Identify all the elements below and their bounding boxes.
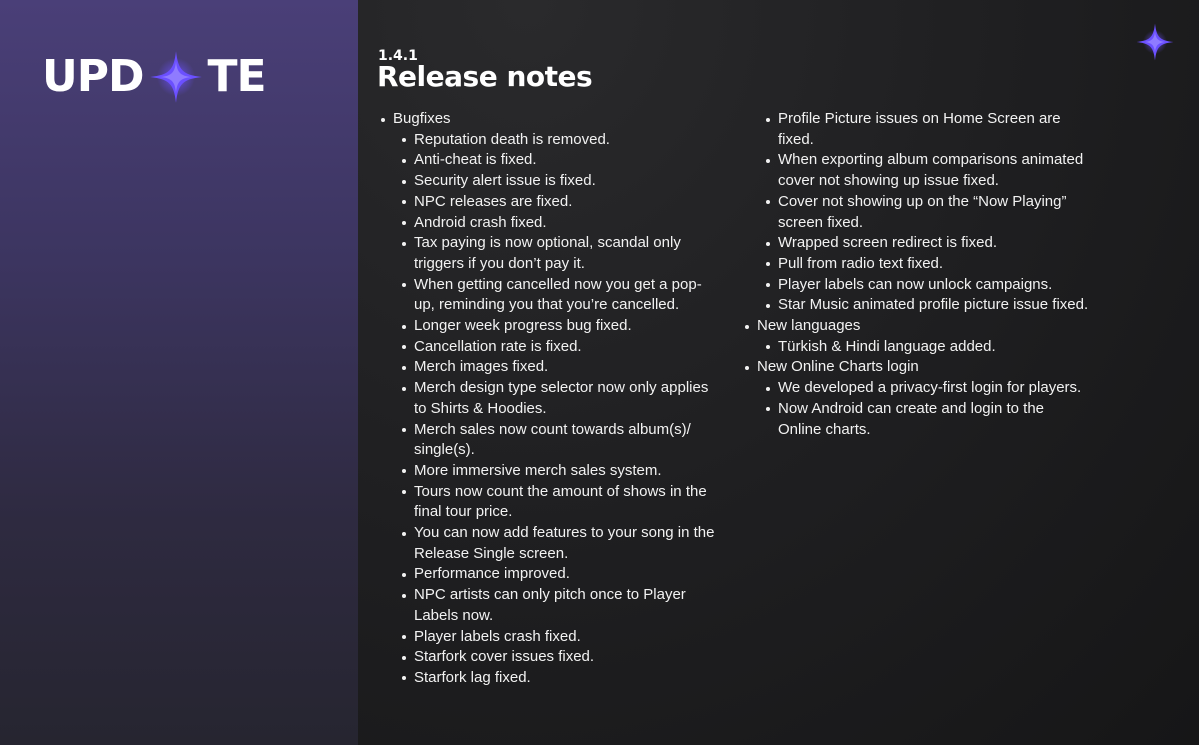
list-item: Tax paying is now optional, scandal only triggers if you don’t pay it.	[380, 233, 715, 274]
section-heading: New languages	[744, 316, 1089, 337]
list-item: Anti-cheat is fixed.	[380, 150, 715, 171]
online-charts-list	[744, 378, 1089, 440]
section-online-charts-login	[744, 357, 1089, 440]
list-item: We developed a privacy-first login for players.	[744, 378, 1089, 399]
list-item: Cancellation rate is fixed.	[380, 337, 715, 358]
languages-list	[744, 337, 1089, 358]
list-item: Merch design type selector now only applies to Shirts & Hoodies.	[380, 378, 715, 419]
list-item: Performance improved.	[380, 564, 715, 585]
list-item: Now Android can create and login to the Online charts.	[744, 399, 1089, 440]
list-item: Star Music animated profile picture issue fixed.	[744, 295, 1089, 316]
list-item: Tours now count the amount of shows in the final tour price.	[380, 482, 715, 523]
version-number: 1.4.1	[378, 48, 418, 64]
list-item: Starfork cover issues fixed.	[380, 647, 715, 668]
logo-text-start: UPD	[42, 51, 144, 102]
list-item: Profile Picture issues on Home Screen are fixed.	[744, 109, 1089, 150]
list-item: Longer week progress bug fixed.	[380, 316, 715, 337]
list-item: Cover not showing up on the “Now Playing” screen fixed.	[744, 192, 1089, 233]
section-new-languages	[744, 316, 1089, 357]
list-item: Player labels can now unlock campaigns.	[744, 275, 1089, 296]
list-item: Player labels crash fixed.	[380, 627, 715, 648]
list-item: NPC releases are fixed.	[380, 192, 715, 213]
page-title: Release notes	[377, 60, 593, 93]
logo-text-end: TE	[207, 51, 266, 102]
section-bugfixes	[380, 109, 715, 689]
corner-sparkle-icon	[1135, 22, 1175, 62]
list-item: Reputation death is removed.	[380, 130, 715, 151]
list-item: Security alert issue is fixed.	[380, 171, 715, 192]
section-heading: Bugfixes	[380, 109, 715, 130]
bugfix-list	[380, 130, 715, 689]
notes-column-right	[744, 109, 1089, 440]
list-item: You can now add features to your song in the Release Single screen.	[380, 523, 715, 564]
list-item: Wrapped screen redirect is fixed.	[744, 233, 1089, 254]
update-logo	[42, 52, 266, 102]
list-item: Merch images fixed.	[380, 357, 715, 378]
sparkle-star-icon	[148, 49, 204, 105]
list-item: Pull from radio text fixed.	[744, 254, 1089, 275]
bugfix-list-continued	[744, 109, 1089, 316]
list-item: When getting cancelled now you get a pop-up, reminding you that you’re cancelled.	[380, 275, 715, 316]
list-item: More immersive merch sales system.	[380, 461, 715, 482]
list-item: Android crash fixed.	[380, 213, 715, 234]
list-item: When exporting album comparisons animated cover not showing up issue fixed.	[744, 150, 1089, 191]
section-heading: New Online Charts login	[744, 357, 1089, 378]
list-item: NPC artists can only pitch once to Player Labels now.	[380, 585, 715, 626]
list-item: Starfork lag fixed.	[380, 668, 715, 689]
notes-column-left	[380, 109, 715, 689]
list-item: Türkish & Hindi language added.	[744, 337, 1089, 358]
left-panel	[0, 0, 358, 745]
list-item: Merch sales now count towards album(s)/ single(s).	[380, 420, 715, 461]
